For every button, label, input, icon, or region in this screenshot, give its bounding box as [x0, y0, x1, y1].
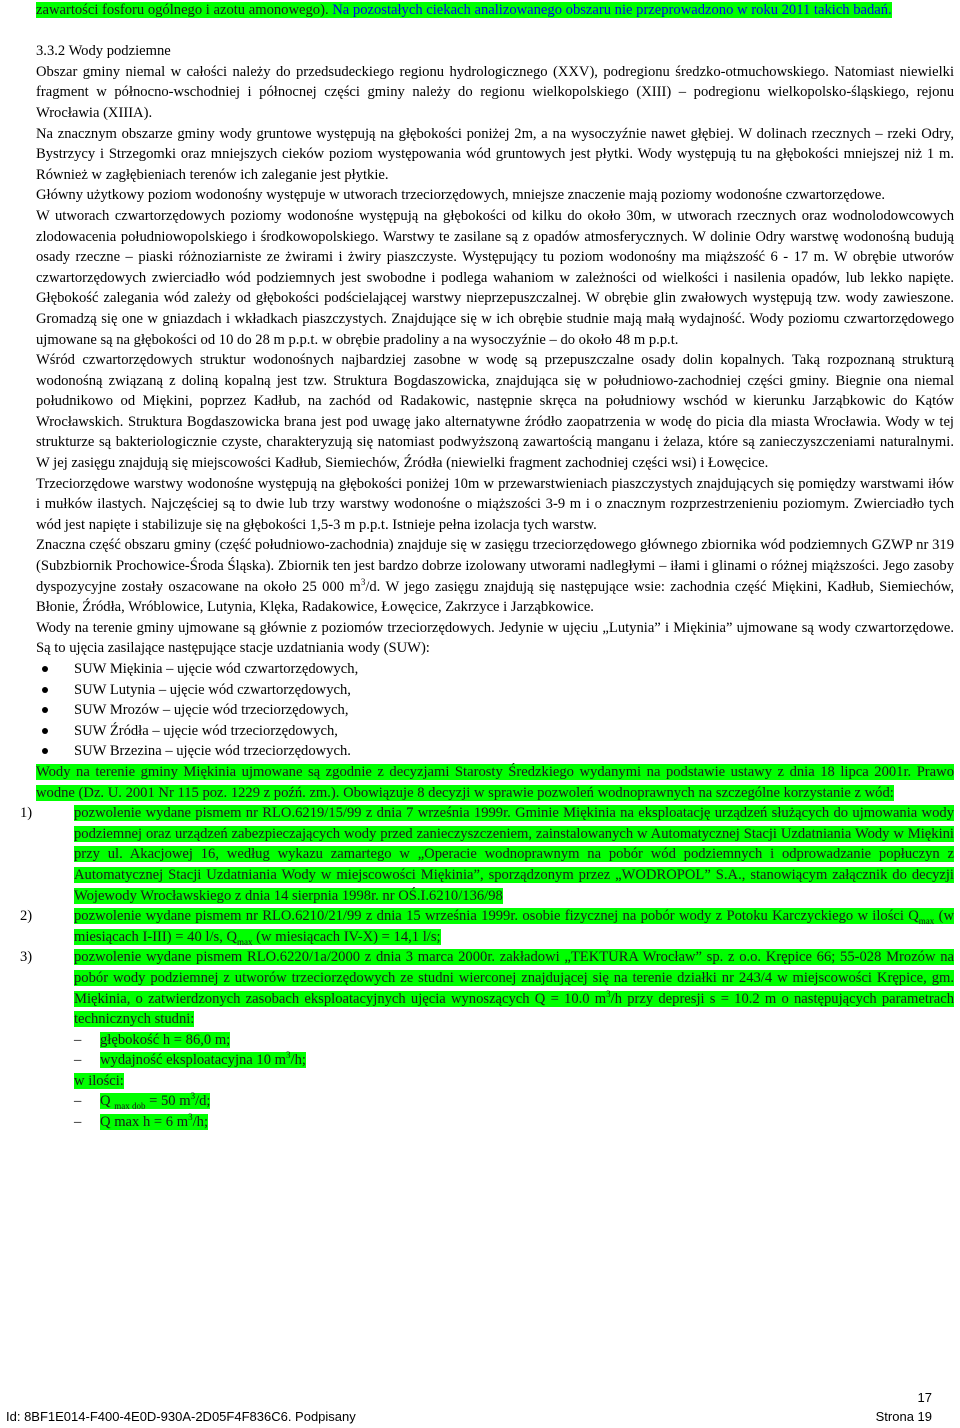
- list-item: SUW Brzezina – ujęcie wód trzeciorzędowych.: [36, 741, 954, 762]
- quantity-list: [74, 1091, 954, 1132]
- list-item: [74, 1091, 954, 1112]
- list-item: [74, 1050, 954, 1071]
- paragraph-3: Główny użytkowy poziom wodonośny występuje w utworach trzeciorzędowych, mniejsze znaczenie mają poziomy wodonośne czwartorzędowe.: [36, 187, 886, 204]
- permit-sub: max: [918, 916, 935, 927]
- permit-text-part: /h przy depresji s = 10.2 m o następujących parametrach technicznych studni:: [74, 990, 954, 1028]
- top-fragment: [36, 0, 954, 21]
- paragraph-4: W utworach czwartorzędowych poziomy wodonośne występują na głębokości od kilku do około 30m, w utworach rzecznych oraz wodnolodowcowych zlodowacenia południowopolskiego i środkowopolskiego. Warstwy te zasilane są z opadów atmosferycznych. W dolinie Odry warstwę wodonośną budują osady rzeczne – piaski różnoziarniste ze żwirami i żwiry piaszczyste. Występujący tu poziom wodonośny ma miąższość 6 - 17 m. W obrębie utworów czwartorzędowych zwierciadło wód podziemnych jest swobodne i podlega wahaniom w zależności od wielkości i nasilenia opadów, lub lekko napięte. Głębokość zalegania wód zależy od głębokości podścielającej warstwy nieprzepuszczalnej. W obrębie glin zwałowych występują tzw. wody zawieszone. Gromadzą się one w gniazdach i wkładkach piaszczystych. Znajdujące się w ich obrębie studnie mają małą wydajność. Wody poziomu czwartorzędowego ujmowane są na głębokości od 10 do 28 m p.p.t. w obrębie pradoliny a na wysoczyźnie – do około 48 m p.p.t.: [36, 207, 954, 348]
- permit-text-part: (w miesiącach I-III) = 40 l/s, Q: [74, 908, 954, 945]
- gzwp-text-a: Znaczna część obszaru gminy (część południowo-zachodnia) znajduje się w zasięgu trzeciorzędowego głównego zbiornika wód podziemnych GZWP nr 319 (Subzbiornik Prochowice-Środa Śląska). Zbiornik ten jest bardzo dobrze izolowany utworami nadległymi – iłami i glinami o różnej miąższości. Jego zasoby dyspozycyjne zostały oszacowane na około 25 000 m: [36, 537, 954, 595]
- permit-number: 1): [20, 805, 33, 822]
- permit-item-1: [20, 803, 954, 906]
- suw-list: [36, 659, 954, 762]
- param-depth: głębokość h = 86,0 m;: [100, 1031, 231, 1048]
- paragraph-intake: Wody na terenie gminy ujmowane są głównie z poziomów trzeciorzędowych. Jedynie w ujęciu „Lutynia” i Miękinia” ujmowane są wody czwartorzędowe. Są to ujęcia zasilające następujące stacje uzdatniania wody (SUW):: [36, 619, 954, 657]
- permit-sup: 3: [606, 988, 611, 999]
- paragraph-1: Obszar gminy niemal w całości należy do przedsudeckiego regionu hydrologicznego (XXV), podregionu średzko-otmuchowskiego. Natomiast niewielki fragment w północno-wschodniej i północnej części gminy należy do regionu wielkopolskiego (XIII) – podregionu wielkopolsko-śląskiego, rejonu Wrocławia (XIIIA).: [36, 63, 954, 121]
- permit-text: pozwolenie wydane pismem nr RLO.6219/15/99 z dnia 7 września 1999r. Gminie Miękinia na eksploatację urządzeń służących do ujmowania wody podziemnej oraz urządzeń zabezpieczających wody przed zanieczyszczeniem, zainstalowanych w Automatycznej Stacji Uzdatniania Wody w Miękini przy ul. Akacjowej 16, według wykazu zamartego w „Operacie wodnoprawnym na pobór wód podziemnych i odprowadzanie popłuczyn z Automatycznej Stacji Uzdatniania Wody w miejscowości Miękinia”, sporządzonym przez „WODROPOL” S.A., stanowiącym załącznik do decyzji Wojewody Wrocławskiego z dnia 14 sierpnia 1998r. nr OŚ.I.6210/136/98: [74, 805, 954, 904]
- permit-text: [74, 908, 954, 945]
- permit-text: [74, 949, 954, 1027]
- list-item: [74, 1030, 954, 1051]
- q-max-dob: [100, 1091, 211, 1112]
- page-number: 17: [917, 1390, 932, 1405]
- permit-number: 3): [20, 949, 33, 966]
- permits-list: [20, 803, 954, 1133]
- paragraph-6: Trzeciorzędowe warstwy wodonośne występują na głębokości poniżej 10m w przewarstwieniach piaszczystych znajdujących się pomiędzy warstwami iłów i mułków ilastych. Najczęściej są to dwie lub trzy warstwy wodonośne o miąższości 3-9 m i o znacznym rozprzestrzenieniu poziomym. Zwierciadło tych wód jest napięte i stabilizuje się na głębokości 1,5-3 m p.p.t. Istnieje pełna izolacja tych warstw.: [36, 475, 954, 533]
- quantity-label: [74, 1071, 954, 1092]
- paragraph-gzwp: [36, 535, 954, 617]
- top-plain: zawartości fosforu ogólnego i azotu amonowego).: [36, 2, 333, 18]
- q-text: = 50 m: [145, 1093, 191, 1110]
- q-sup: 3: [188, 1112, 193, 1123]
- param-sup: 3: [286, 1050, 291, 1061]
- list-item: SUW Źródła – ujęcie wód trzeciorzędowych,: [36, 721, 954, 742]
- list-item: SUW Miękinia – ujęcie wód czwartorzędowych,: [36, 659, 954, 680]
- param-yield: [100, 1052, 306, 1068]
- list-item: [74, 1112, 954, 1133]
- permit-sub: max: [237, 936, 253, 947]
- gzwp-sup: 3: [360, 576, 366, 587]
- paragraph-5: Wśród czwartorzędowych struktur wodonośnych najbardziej zasobne w wodę są przepuszczalne osady dolin kopalnych. Taką rozpoznaną strukturą wodonośną związaną z doliną kopalną jest tzw. Struktura Bogdaszowicka, znajdująca się w południowo-zachodniej części gminy. Biegnie ona niemal południkowo od Miękini, poprzez Kadłub, na zachód od Radakowic, następnie skręca na południowy wschód w kierunku Jarząbkowic do Kątów Wrocławskich. Struktura Bogdaszowicka brana jest pod uwagę jako alternatywne źródło zaopatrzenia w wodę do picia dla miasta Wrocławia. Wody w tej strukturze są bakteriologicznie czyste, charakteryzują się natomiast podwyższoną zawartością manganu i żelaza, które są zanieczyszczeniami naturalnymi. W jej zasięgu znajdują się miejscowości Kadłub, Siemiechów, Źródła (niewielki fragment zachodniej części wsi) i Łowęcice.: [36, 352, 954, 472]
- q-text: Q max h = 6 m: [100, 1114, 189, 1131]
- well-params: [74, 1030, 954, 1071]
- gzwp-text-b: /d. W jego zasięgu znajdują się następujące wsie: zachodnia część Miękini, Kadłub, Siemiechów, Błonie, Źródła, Wróblowice, Lutynia, Klęka, Radakowice, Łowęcice, Zakrzyce i Jarząbkowice.: [36, 578, 954, 616]
- list-item: SUW Lutynia – ujęcie wód czwartorzędowych,: [36, 680, 954, 701]
- page-label: Strona 19: [875, 1409, 932, 1424]
- q-sub: max dob: [114, 1101, 146, 1112]
- permits-intro: Wody na terenie gminy Miękinia ujmowane są zgodnie z decyzjami Starosty Średzkiego wydanymi na podstawie ustawy z dnia 18 lipca 2001r. Prawo wodne (Dz. U. 2001 Nr 115 poz. 1229 z poźń. zm.). Obowiązuje 8 decyzji w sprawie pozwoleń wodnoprawnych na szczególne korzystanie z wód:: [36, 763, 954, 801]
- document-page: [20, 0, 954, 1133]
- document-id: Id: 8BF1E014-F400-4E0D-930A-2D05F4F836C6. Podpisany: [6, 1409, 356, 1424]
- permit-text-part: pozwolenie wydane pismem RLO.6220/1a/2000 z dnia 3 marca 2000r. zakładowi „TEKTURA Wrocław” sp. z o.o. Krępice 66; 55-028 Mrozów na pobór wody podziemnej z utworów trzeciorzędowych ze studni wierconej znajdującej się na terenie działki nr 243/4 w miejscowości Krępice, gm. Miękinia, o zatwierdzonych zasobach eksploatacyjnych ujęcia wynoszących Q = 10.0 m: [74, 949, 954, 1007]
- list-item: SUW Mrozów – ujęcie wód trzeciorzędowych,: [36, 700, 954, 721]
- w-ilosci: w ilości:: [74, 1072, 124, 1089]
- q-max-h: [100, 1114, 208, 1130]
- permit-item-3: [20, 947, 954, 1132]
- permit-text-part: pozwolenie wydane pismem nr RLO.6210/21/99 z dnia 15 września 1999r. osobie fizycznej na pobór wody z Potoku Karczyckiego w ilości Q: [74, 908, 919, 925]
- param-text: /h;: [290, 1052, 306, 1069]
- param-text: wydajność eksploatacyjna 10 m: [100, 1052, 287, 1069]
- section-heading: 3.3.2 Wody podziemne: [36, 43, 171, 60]
- permit-text-part: (w miesiącach IV-X) = 14,1 l/s;: [252, 928, 441, 945]
- q-text: /h;: [192, 1114, 208, 1131]
- paragraph-2: Na znacznym obszarze gminy wody gruntowe występują na głębokości poniżej 2m, a na wysoczyźnie nawet głębiej. W dolinach rzecznych – rzeki Odry, Bystrzycy i Strzegomki oraz mniejszych cieków poziom występowania wód gruntowych jest płytki. Wody występują tu na głębokości mniejszej niż 1 m. Również w zagłębieniach terenów ich zaleganie jest płytkie.: [36, 125, 954, 183]
- permit-item-2: [20, 906, 954, 947]
- q-text: /d;: [195, 1093, 211, 1110]
- q-sup: 3: [190, 1091, 196, 1102]
- q-text: Q: [100, 1093, 115, 1110]
- top-link[interactable]: Na pozostałych ciekach analizowanego obszaru nie przeprowadzono w roku 2011 takich badań.: [332, 2, 892, 18]
- paragraph-permits: [36, 762, 954, 803]
- permit-number: 2): [20, 908, 33, 925]
